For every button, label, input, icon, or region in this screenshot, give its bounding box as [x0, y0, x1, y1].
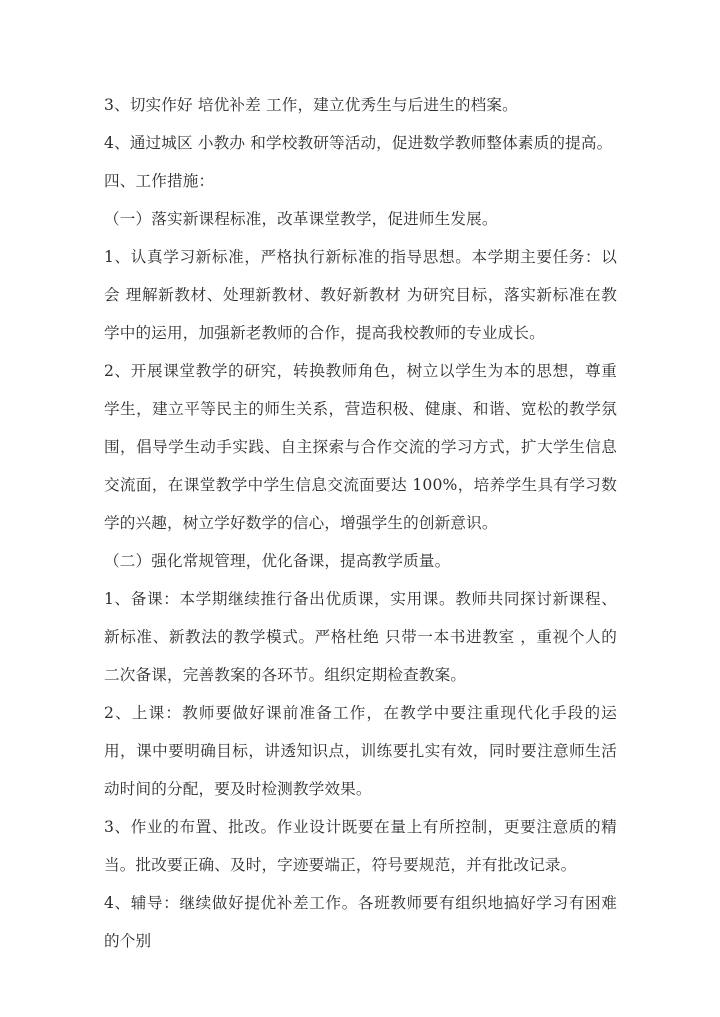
document-text-column: [104, 86, 617, 960]
subheading-two-routine-management: （二）强化常规管理，优化备课，提高教学质量。: [104, 552, 451, 570]
paragraph-item-3-homework: 3、作业的布置、批改。作业设计既要在量上有所控制，更要注意质的精当。批改要正确、及时，字迹要端正，符号要规范，并有批改记录。: [104, 818, 617, 874]
subheading-one-new-curriculum: （一）落实新课程标准，改革课堂教学，促进师生发展。: [104, 210, 498, 228]
paragraph-item-4-tutoring: 4、辅导：继续做好提优补差工作。各班教师要有组织地搞好学习有困难的个别: [104, 894, 617, 950]
paragraph-item-1-study-new-standards: 1、认真学习新标准，严格执行新标准的指导思想。本学期主要任务：以会 理解新教材、处理新教材、教好新教材 为研究目标，落实新标准在教学中的运用，加强新老教师的合作，提高我校教师的专业成长。: [104, 248, 617, 342]
paragraph-item-1-lesson-preparation: 1、备课：本学期继续推行备出优质课，实用课。教师共同探讨新课程、新标准、新教法的教学模式。严格杜绝 只带一本书进教室 ，重视个人的二次备课，完善教案的各环节。组织定期检查教案。: [104, 590, 617, 684]
paragraph-item-2-teaching-class: 2、上课：教师要做好课前准备工作，在教学中要注重现代化手段的运用，课中要明确目标，讲透知识点，训练要扎实有效，同时要注意师生活动时间的分配，要及时检测教学效果。: [104, 704, 617, 798]
paragraph-item-4-chengqu-xiaojiaoban: 4、通过城区 小教办 和学校教研等活动，促进数学教师整体素质的提高。: [104, 134, 613, 152]
paragraph-item-2-classroom-research: 2、开展课堂教学的研究，转换教师角色，树立以学生为本的思想，尊重学生，建立平等民主的师生关系，营造积极、健康、和谐、宽松的教学氛围，倡导学生动手实践、自主探索与合作交流的学习方式，扩大学生信息交流面，在课堂教学中学生信息交流面要达 100%，培养学生具有学习数学的兴趣，树立学好数学的信心，增强学生的创新意识。: [104, 362, 617, 532]
heading-four-work-measures: 四、工作措施：: [104, 172, 215, 190]
paragraph-item-3-peiyou-bucha: 3、切实作好 培优补差 工作，建立优秀生与后进生的档案。: [104, 96, 518, 114]
